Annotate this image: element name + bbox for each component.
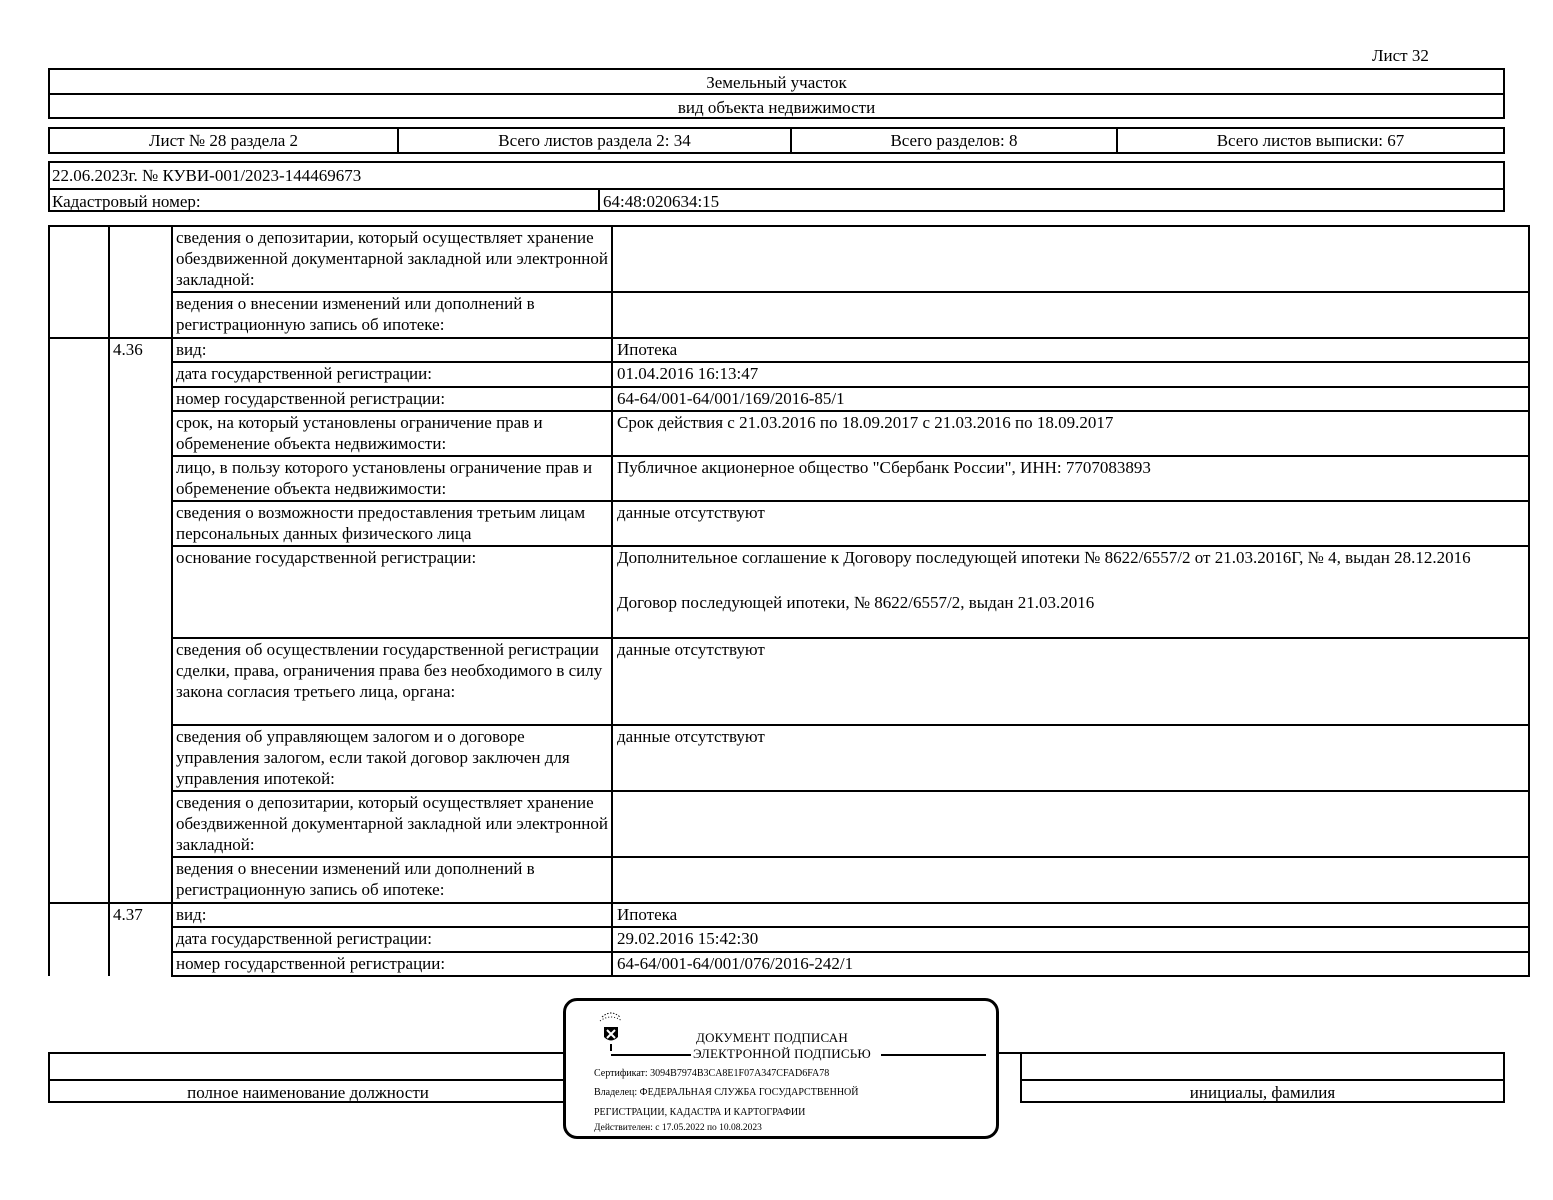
divider <box>50 188 1503 190</box>
row-value: данные отсутствуют <box>612 725 1529 791</box>
row-label: дата государственной регистрации: <box>172 362 612 387</box>
divider <box>50 93 1503 95</box>
divider <box>1022 1079 1503 1081</box>
table-row <box>49 903 1529 927</box>
row-label: сведения о депозитарии, который осуществляет хранение обездвиженной документарной закладной или электронной закладной: <box>172 791 612 857</box>
stamp-line-1: ДОКУМЕНТ ПОДПИСАН <box>696 1030 848 1045</box>
cadastral-value: 64:48:020634:15 <box>603 192 720 211</box>
initials-box <box>1020 1052 1505 1103</box>
encumbrance-table <box>48 225 1530 977</box>
stamp-owner: Владелец: ФЕДЕРАЛЬНАЯ СЛУЖБА ГОСУДАРСТВЕННОЙ <box>594 1087 859 1098</box>
row-label: номер государственной регистрации: <box>172 387 612 411</box>
row-number <box>109 387 172 411</box>
object-type: Земельный участок <box>706 73 847 92</box>
table-row <box>49 292 1529 338</box>
row-number <box>109 546 172 638</box>
row-value: 01.04.2016 16:13:47 <box>612 362 1529 387</box>
row-value: 64-64/001-64/001/169/2016-85/1 <box>612 387 1529 411</box>
table-row <box>49 638 1529 725</box>
row-label: вид: <box>172 338 612 362</box>
table-row <box>49 546 1529 638</box>
electronic-signature-stamp <box>563 998 999 1139</box>
row-label: сведения об управляющем залогом и о договоре управления залогом, если такой договор заключен для управления ипотекой: <box>172 725 612 791</box>
row-label: лицо, в пользу которого установлены ограничение прав и обременение объекта недвижимости: <box>172 456 612 501</box>
table-row <box>49 338 1529 362</box>
row-value <box>612 546 1529 638</box>
row-value <box>612 226 1529 292</box>
row-number <box>109 857 172 903</box>
table-row <box>49 791 1529 857</box>
divider <box>881 1054 986 1056</box>
row-value <box>612 292 1529 338</box>
row-value: 64-64/001-64/001/076/2016-242/1 <box>612 952 1529 976</box>
divider <box>611 1054 691 1056</box>
stamp-line-2: ЭЛЕКТРОННОЙ ПОДПИСЬЮ <box>693 1046 871 1061</box>
table-row <box>49 857 1529 903</box>
position-caption: полное наименование должности <box>187 1083 429 1102</box>
row-value: 29.02.2016 15:42:30 <box>612 927 1529 952</box>
row-number: 4.37 <box>109 903 172 927</box>
row-number <box>109 638 172 725</box>
row-label: вид: <box>172 903 612 927</box>
row-number <box>109 292 172 338</box>
row-label: ведения о внесении изменений или дополнений в регистрационную запись об ипотеке: <box>172 857 612 903</box>
row-number <box>109 725 172 791</box>
table-row <box>49 226 1529 292</box>
extract-id-box <box>48 161 1505 212</box>
row-number <box>109 791 172 857</box>
row-value: Срок действия с 21.03.2016 по 18.09.2017 с 21.03.2016 по 18.09.2017 <box>612 411 1529 456</box>
row-label: сведения о депозитарии, который осуществляет хранение обездвиженной документарной закладной или электронной закладной: <box>172 226 612 292</box>
object-type-caption: вид объекта недвижимости <box>677 98 876 117</box>
row-value <box>612 857 1529 903</box>
row-number <box>109 952 172 976</box>
position-box <box>48 1052 568 1103</box>
row-number <box>109 411 172 456</box>
date-and-number: 22.06.2023г. № КУВИ-001/2023-144469673 <box>52 166 362 185</box>
row-label: сведения о возможности предоставления третьим лицам персональных данных физического лица <box>172 501 612 546</box>
row-value: Публичное акционерное общество "Сбербанк России", ИНН: 7707083893 <box>612 456 1529 501</box>
row-value: Ипотека <box>612 903 1529 927</box>
stamp-certificate: Сертификат: 3094B7974B3CA8E1F07A347CFAD6FA78 <box>594 1068 830 1079</box>
divider <box>598 188 600 210</box>
stamp-validity: Действителен: с 17.05.2022 по 10.08.2023 <box>594 1123 762 1133</box>
table-row <box>49 725 1529 791</box>
total-sheets-section: Всего листов раздела 2: 34 <box>399 129 792 152</box>
table-row <box>49 456 1529 501</box>
row-label: основание государственной регистрации: <box>172 546 612 638</box>
initials-caption: инициалы, фамилия <box>1189 1083 1336 1102</box>
basis-document-1: Дополнительное соглашение к Договору последующей ипотеки № 8622/6557/2 от 21.03.2016Г, № 4, выдан 28.12.2016 <box>617 548 1471 567</box>
stamp-owner-continued: РЕГИСТРАЦИИ, КАДАСТРА И КАРТОГРАФИИ <box>594 1107 806 1118</box>
row-number <box>109 362 172 387</box>
row-label: ведения о внесении изменений или дополнений в регистрационную запись об ипотеке: <box>172 292 612 338</box>
row-label: дата государственной регистрации: <box>172 927 612 952</box>
row-label: номер государственной регистрации: <box>172 952 612 976</box>
row-number <box>109 927 172 952</box>
basis-document-2: Договор последующей ипотеки, № 8622/6557/2, выдан 21.03.2016 <box>617 593 1095 612</box>
cadastral-label: Кадастровый номер: <box>52 192 201 211</box>
table-row <box>49 501 1529 546</box>
total-sheets-extract: Всего листов выписки: 67 <box>1216 131 1405 150</box>
row-number <box>109 226 172 292</box>
row-value: данные отсутствуют <box>612 638 1529 725</box>
sheet-info-bar <box>48 127 1505 154</box>
table-row <box>49 411 1529 456</box>
divider <box>50 1079 566 1081</box>
table-row <box>49 927 1529 952</box>
row-value: данные отсутствуют <box>612 501 1529 546</box>
table-row <box>49 387 1529 411</box>
total-sections: Всего разделов: 8 <box>792 129 1118 152</box>
row-value: Ипотека <box>612 338 1529 362</box>
row-label: срок, на который установлены ограничение прав и обременение объекта недвижимости: <box>172 411 612 456</box>
row-number: 4.36 <box>109 338 172 362</box>
row-number <box>109 456 172 501</box>
table-row <box>49 362 1529 387</box>
coat-of-arms-icon <box>596 1007 626 1051</box>
row-label: сведения об осуществлении государственной регистрации сделки, права, ограничения права без необходимого в силу закона согласия третьего лица, органа: <box>172 638 612 725</box>
object-type-box <box>48 68 1505 119</box>
sheet-number: Лист 32 <box>1372 46 1429 65</box>
sheet-of-section: Лист № 28 раздела 2 <box>50 129 399 152</box>
row-number <box>109 501 172 546</box>
table-row <box>49 952 1529 976</box>
row-value <box>612 791 1529 857</box>
